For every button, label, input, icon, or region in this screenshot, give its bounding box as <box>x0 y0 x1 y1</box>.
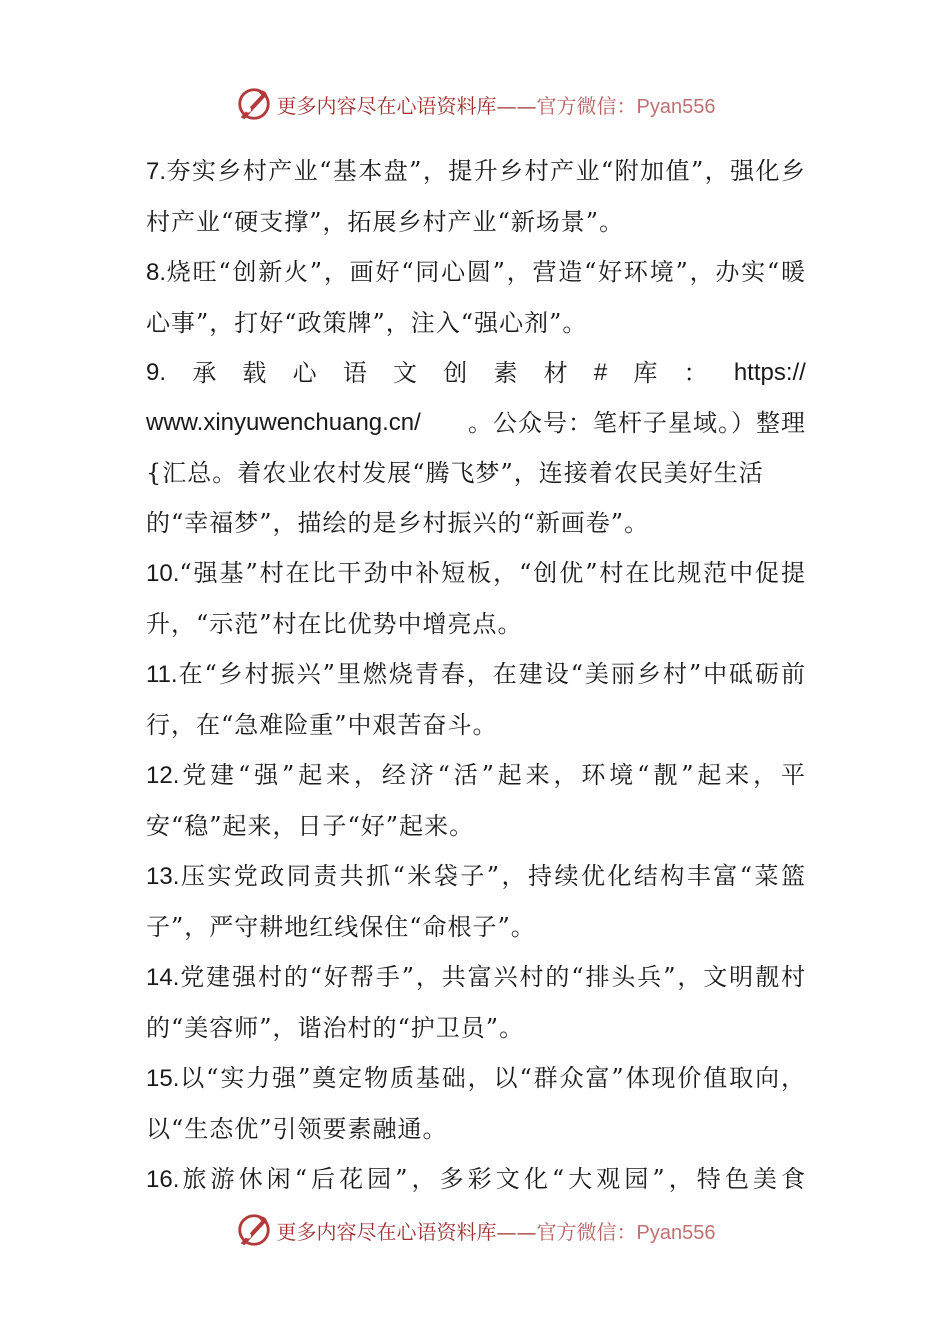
url-link-start: https:// <box>733 359 806 386</box>
spread-line: 9. 承 载 心 语 文 创 素 材 # 库 ： https:// <box>146 348 806 398</box>
list-item: 7.夯实乡村产业“基本盘”，提升乡村产业“附加值”，强化乡村产业“硬支撑”，拓展乡村产业“新场景”。 <box>146 157 806 236</box>
quill-logo-icon <box>235 1211 273 1249</box>
list-item: 13.压实党政同责共抓“米袋子”，持续优化结构丰富“菜篮子”，严守耕地红线保住“命根子”。 <box>146 862 806 941</box>
url-line: www.xinyuwenchuang.cn/ 。公众号：笔杆子星域。）整理 <box>146 398 806 448</box>
list-item-9 <box>146 348 806 548</box>
list-item: 8.烧旺“创新火”，画好“同心圆”，营造“好环境”，办实“暖心事”，打好“政策牌”，注入“强心剂”。 <box>146 258 806 337</box>
list-item: 15.以“实力强”奠定物质基础，以“群众富”体现价值取向，以“生态优”引领要素融通。 <box>146 1064 806 1143</box>
list-item: 12.党建“强”起来，经济“活”起来，环境“靓”起来，平安“稳”起来，日子“好”起来。 <box>146 761 806 840</box>
list-item: 14.党建强村的“好帮手”，共富兴村的“排头兵”，文明靓村的“美容师”，谐治村的“护卫员”。 <box>146 963 806 1042</box>
item9-line4: 的“幸福梦”，描绘的是乡村振兴的“新画卷”。 <box>146 509 650 537</box>
item9-line3: {汇总。着农业农村发展“腾飞梦”，连接着农民美好生活 <box>146 459 764 487</box>
list-item: 11.在“乡村振兴”里燃烧青春，在建设“美丽乡村”中砥砺前行，在“急难险重”中艰苦奋斗。 <box>146 660 806 739</box>
list-item: 16.旅游休闲“后花园”，多彩文化“大观园”，特色美食 <box>146 1165 806 1193</box>
document-body <box>146 146 806 1205</box>
header-watermark-banner <box>0 82 950 126</box>
banner-text: 更多内容尽在心语资料库——官方微信：Pyan556 <box>276 93 716 118</box>
footer-watermark-banner <box>0 1208 950 1252</box>
banner-text: 更多内容尽在心语资料库——官方微信：Pyan556 <box>276 1219 716 1244</box>
quill-logo-icon <box>235 85 273 123</box>
list-item: 10.“强基”村在比干劲中补短板，“创优”村在比规范中促提升，“示范”村在比优势中增亮点。 <box>146 559 806 638</box>
url-link-end: www.xinyuwenchuang.cn/ <box>146 409 421 436</box>
